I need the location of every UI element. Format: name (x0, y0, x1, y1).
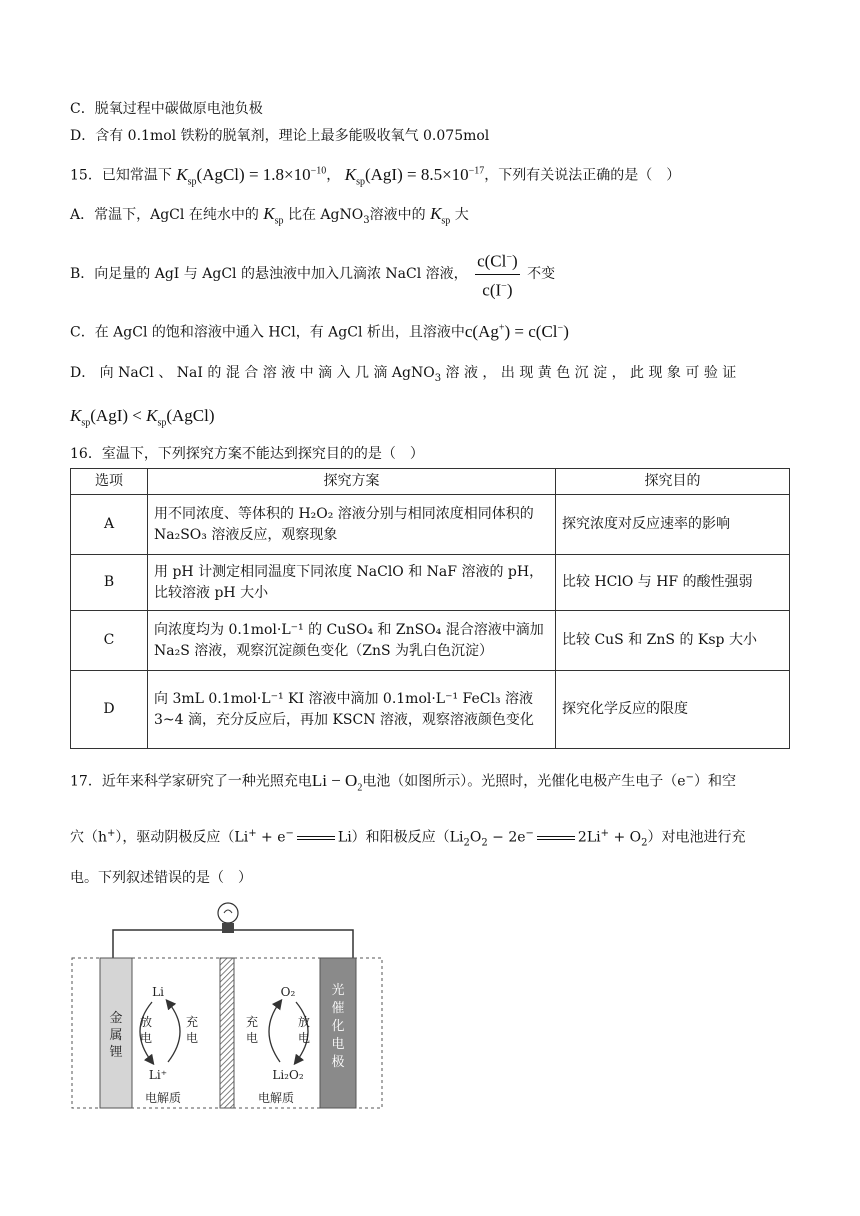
row-goal: 探究化学反应的限度 (556, 671, 790, 749)
q15-option-a: A．常温下，AgCl 在纯水中的 $K_{sp}$ 比在 AgNO$_3$溶液中的 $K_{sp}$ 大 (70, 204, 469, 227)
left-electrode-label: 锂 (109, 1045, 123, 1060)
right-electrode-label: 光 (331, 983, 345, 998)
row-plan: 向浓度均为 0.1mol·L⁻¹ 的 CuSO₄ 和 ZnSO₄ 混合溶液中滴加 Na₂S 溶液，观察沉淀颜色变化（ZnS 为乳白色沉淀） (148, 611, 556, 671)
q16-stem: 16．室温下，下列探究方案不能达到探究目的的是（ ） (70, 446, 424, 462)
row-goal: 探究浓度对反应速率的影响 (556, 495, 790, 555)
charge-label: 电 (245, 1031, 259, 1045)
li-label: Li (152, 985, 164, 999)
header-goal: 探究目的 (556, 469, 790, 495)
header-option: 选项 (71, 469, 148, 495)
battery-diagram (68, 896, 388, 1112)
discharge-label: 放 (297, 1015, 311, 1029)
li-ion-label: Li⁺ (148, 1068, 168, 1082)
q14-option-d: D．含有 0.1mol 铁粉的脱氧剂，理论上最多能吸收氧气 0.075mol (70, 128, 490, 144)
row-option: B (71, 555, 148, 611)
right-electrode-label: 催 (331, 1001, 345, 1016)
row-goal: 比较 CuS 和 ZnS 的 Ksp 大小 (556, 611, 790, 671)
left-electrode-label: 属 (109, 1028, 123, 1043)
q14-option-c: C．脱氧过程中碳做原电池负极 (70, 101, 263, 117)
q15-option-d-formula: $K_{sp}(AgI)$ < $K_{sp}(AgCl)$ (70, 406, 215, 429)
row-plan: 用 pH 计测定相同温度下同浓度 NaClO 和 NaF 溶液的 pH，比较溶液 pH 大小 (148, 555, 556, 611)
right-electrode-label: 电 (331, 1037, 345, 1052)
q15-option-d: D． 向 NaCl 、 NaI 的 混 合 溶 液 中 滴 入 几 滴 AgNO$_3$ 溶 液 ， 出 现 黄 色 沉 淀 ， 此 现 象 可 验 证 (70, 365, 737, 384)
discharge-label: 电 (139, 1031, 153, 1045)
charge-label: 电 (185, 1031, 199, 1045)
row-option: D (71, 671, 148, 749)
row-option: C (71, 611, 148, 671)
left-electrode-label: 金 (109, 1011, 123, 1026)
electrolyte-label-left: 电解质 (144, 1091, 182, 1105)
q17-stem-line1: 17．近年来科学家研究了一种光照充电$Li - O_2$电池（如图所示）。光照时，光催化电极产生电子（e−）和空 (70, 770, 736, 794)
table-row (71, 555, 790, 611)
charge-label: 充 (185, 1015, 199, 1029)
q15-option-c: C．在 AgCl 的饱和溶液中通入 HCl，有 AgCl 析出，且溶液中c(Ag+) = c(Cl−) (70, 321, 569, 341)
q15-option-b: B．向足量的 AgI 与 AgCl 的悬浊液中加入几滴浓 NaCl 溶液， $\frac{c(Cl^-)}{c(I^-)}$ 不变 (70, 248, 790, 300)
charge-arrow-left (168, 1002, 180, 1062)
q17-stem-line3: 电。下列叙述错误的是（ ） (70, 870, 252, 886)
row-goal: 比较 HClO 与 HF 的酸性强弱 (556, 555, 790, 611)
o2-label: O₂ (280, 985, 296, 999)
table-row (71, 495, 790, 555)
table-header-row (71, 469, 790, 495)
separator (220, 958, 234, 1108)
q17-stem-line2: 穴（h+），驱动阴极反应（Li+ + e− Li）和阳极反应（$Li_2O_2 - 2e^-$ $2Li^+ + O_2$）对电池进行充 (70, 828, 746, 849)
discharge-label: 电 (297, 1031, 311, 1045)
charge-label: 充 (245, 1015, 259, 1029)
q16-table (70, 468, 790, 749)
right-electrode-label: 极 (331, 1055, 345, 1070)
wire (113, 930, 353, 958)
discharge-label: 放 (139, 1015, 153, 1029)
header-plan: 探究方案 (148, 469, 556, 495)
row-plan: 用不同浓度、等体积的 H₂O₂ 溶液分别与相同浓度相同体积的 Na₂SO₃ 溶液反应，观察现象 (148, 495, 556, 555)
light-bulb-icon (218, 903, 238, 933)
charge-arrow-right (269, 1002, 280, 1062)
table-row (71, 611, 790, 671)
row-plan: 向 3mL 0.1mol·L⁻¹ KI 溶液中滴加 0.1mol·L⁻¹ FeCl₃ 溶液 3~4 滴，充分反应后，再加 KSCN 溶液，观察溶液颜色变化 (148, 671, 556, 749)
electrolyte-label-right: 电解质 (257, 1091, 295, 1105)
li2o2-label: Li₂O₂ (272, 1068, 304, 1082)
table-row (71, 671, 790, 749)
row-option: A (71, 495, 148, 555)
q15-stem: 15．已知常温下 $K_{sp}(AgCl) = 1.8\times 10^{-10}$， $K_{sp}(AgI) = 8.5\times 10^{-17}$，下列有关说法正确的是（ ） (70, 164, 681, 188)
right-electrode-label: 化 (331, 1019, 345, 1034)
